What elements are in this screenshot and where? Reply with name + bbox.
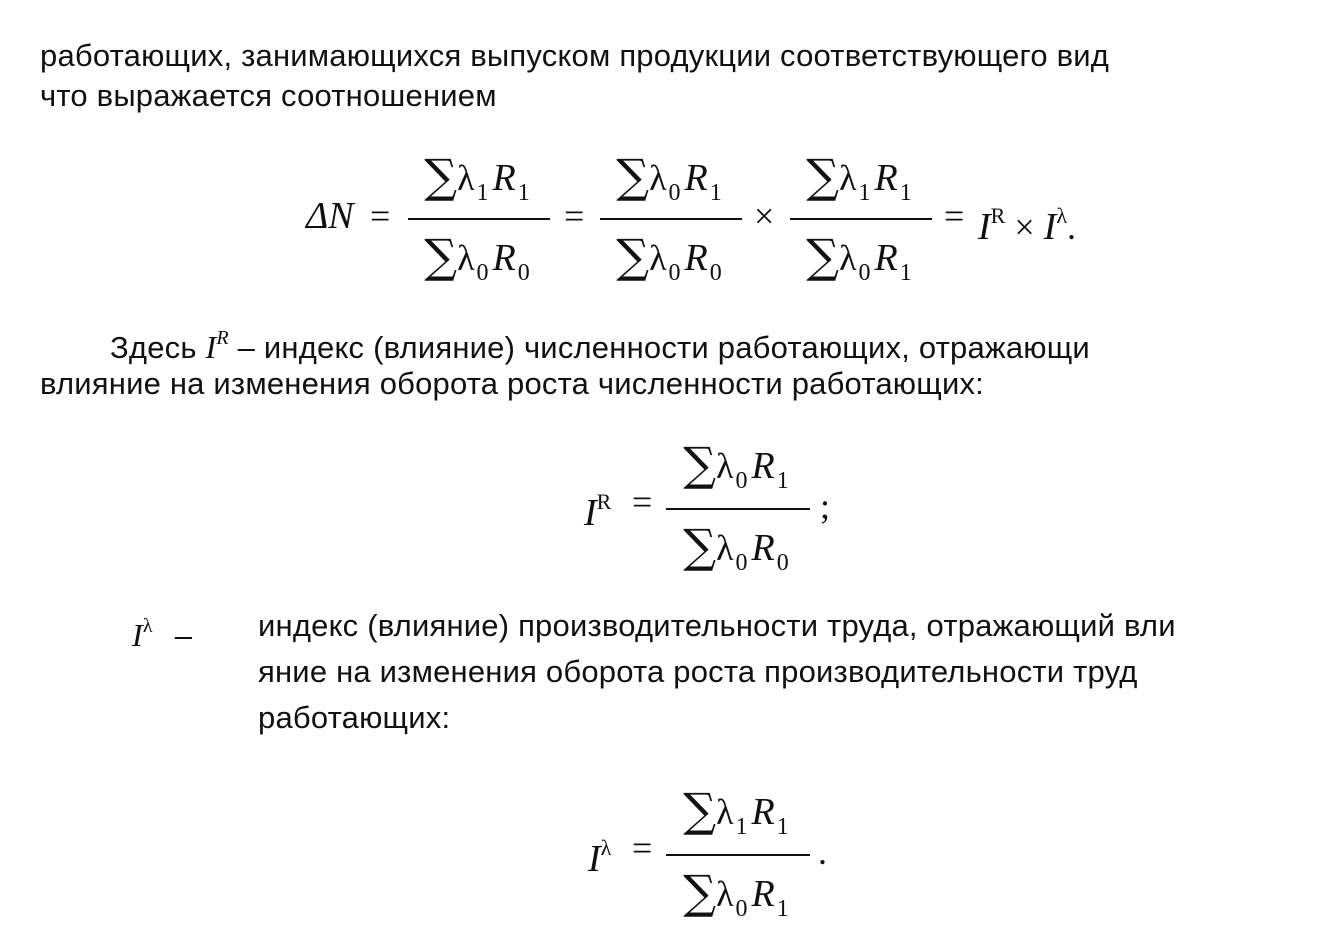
formula1-eq-3: = <box>944 196 965 236</box>
formula2-numerator: $\sum\lambda_0$ $R_1$ <box>683 437 789 494</box>
formula3-fraction <box>662 784 814 933</box>
text-line-6: яние на изменения оборота роста производительности труд <box>258 654 1138 689</box>
formula1-fraction-3-numerator: $\sum\lambda_1$ $R_1$ <box>806 149 912 206</box>
formula3-eq: = <box>632 828 653 868</box>
formula3-denominator: $\sum\lambda_0$ $R_1$ <box>683 865 789 922</box>
text-line-1: работающих, занимающихся выпуском продукции соответствующего вид <box>40 38 1110 73</box>
text-line-4: влияние на изменения оборота роста численности работающих: <box>40 366 984 401</box>
formula1-times: × <box>754 196 775 236</box>
formula2-denominator: $\sum\lambda_0$ $R_0$ <box>683 519 789 576</box>
formula3-punct: . <box>818 832 827 872</box>
text-line-3: Здесь $I^R$ – индекс (влияние) численности работающих, отражающи <box>110 327 1090 365</box>
formula2-eq: = <box>632 482 653 522</box>
formula2-punct: ; <box>820 486 831 526</box>
text-line-7: работающих: <box>258 700 451 735</box>
formula1-fraction-3-denominator: $\sum\lambda_0$ $R_1$ <box>806 229 912 286</box>
formula1-eq-2: = <box>564 196 585 236</box>
text-line-5: индекс (влияние) производительности труда, отражающий вли <box>258 608 1176 643</box>
fraction-bar <box>666 854 810 856</box>
formula1-rhs: $I^R \times I^\lambda$. <box>978 203 1076 248</box>
formula1-fraction-2-denominator: $\sum\lambda_0$ $R_0$ <box>616 229 722 286</box>
formula3-numerator: $\sum\lambda_1$ $R_1$ <box>683 783 789 840</box>
formula1-fraction-1-denominator: $\sum\lambda_0$ $R_0$ <box>424 229 530 286</box>
formula3-lhs: $I^\lambda$ <box>588 835 612 880</box>
text-line-2: что выражается соотношением <box>40 78 497 113</box>
definition-term: $I^\lambda$ – <box>132 615 193 653</box>
formula2-lhs: $I^R$ <box>584 489 612 534</box>
formula1-eq-1: = <box>370 196 391 236</box>
formula1-fraction-2-numerator: $\sum\lambda_0$ $R_1$ <box>616 149 722 206</box>
formula1-lhs: ΔN <box>306 195 354 237</box>
formula1-fraction-1-numerator: $\sum\lambda_1$ $R_1$ <box>424 149 530 206</box>
